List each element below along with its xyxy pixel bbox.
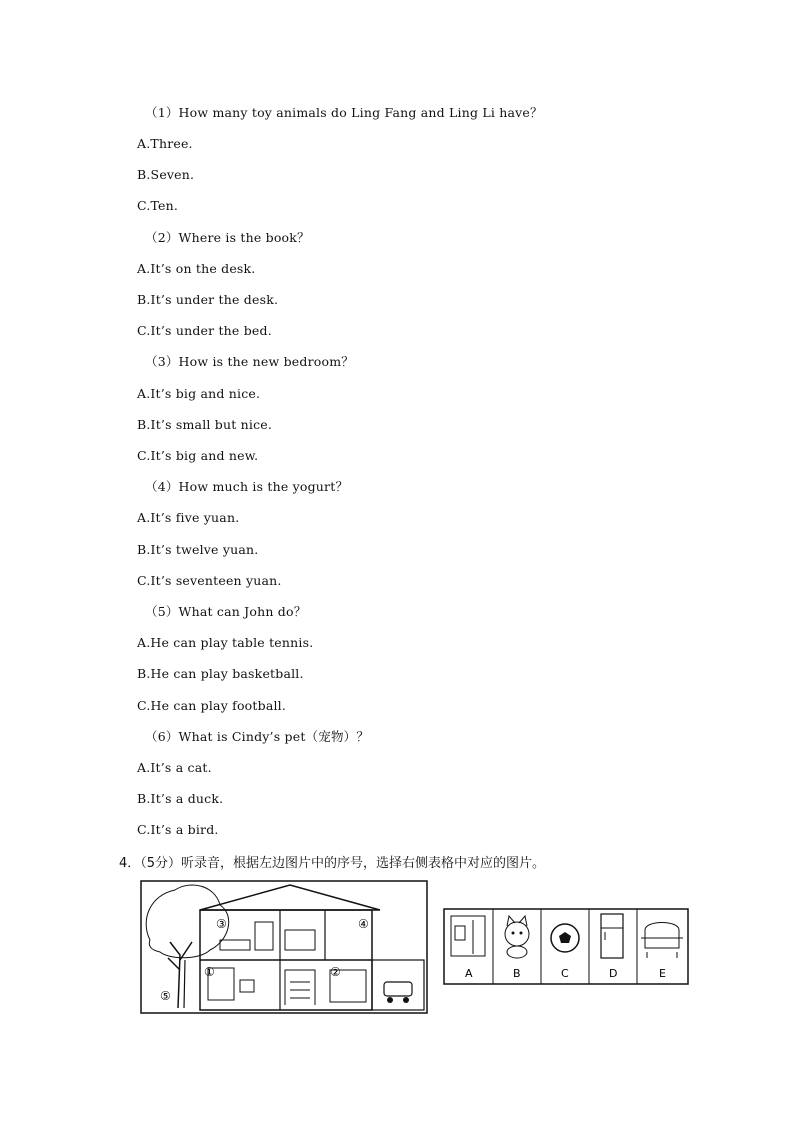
question-5-option-c: C.He can play football. bbox=[137, 698, 287, 713]
question-1-prompt: （1）How many toy animals do Ling Fang and Ling Li have？ bbox=[145, 105, 543, 120]
question-2-option-a: A.It’s on the desk. bbox=[137, 261, 256, 276]
house-label-4: ④ bbox=[358, 917, 369, 931]
question-5-option-b: B.He can play basketball. bbox=[137, 666, 304, 681]
table-label-c: C bbox=[561, 967, 569, 980]
question-4-option-c: C.It’s seventeen yuan. bbox=[137, 573, 282, 588]
question-4-option-b: B.It’s twelve yuan. bbox=[137, 542, 259, 557]
question-5-prompt: （5）What can John do？ bbox=[145, 604, 307, 619]
question-4-prompt: （4）How much is the yogurt？ bbox=[145, 479, 349, 494]
house-label-3: ③ bbox=[216, 917, 227, 931]
question-2-prompt: （2）Where is the book？ bbox=[145, 230, 310, 245]
question-6-option-b: B.It’s a duck. bbox=[137, 791, 224, 806]
question-2-option-b: B.It’s under the desk. bbox=[137, 292, 279, 307]
question-6-option-c: C.It’s a bird. bbox=[137, 822, 219, 837]
question-6-option-a: A.It’s a cat. bbox=[137, 760, 212, 775]
question-6-prompt: （6）What is Cindy’s pet（宠物）？ bbox=[145, 729, 370, 744]
house-illustration bbox=[140, 880, 428, 1014]
question-1-option-c: C.Ten. bbox=[137, 198, 179, 213]
table-label-d: D bbox=[609, 967, 618, 980]
question-2-option-c: C.It’s under the bed. bbox=[137, 323, 272, 338]
question-3-option-a: A.It’s big and nice. bbox=[137, 386, 261, 401]
question-1-option-a: A.Three. bbox=[137, 136, 193, 151]
house-label-5: ⑤ bbox=[160, 989, 171, 1003]
section-4-heading: 4．（5分）听录音，根据左边图片中的序号，选择右侧表格中对应的图片。 bbox=[119, 856, 546, 871]
house-label-1: ① bbox=[204, 965, 215, 979]
table-label-a: A bbox=[465, 967, 473, 980]
table-label-b: B bbox=[513, 967, 521, 980]
house-label-2: ② bbox=[330, 965, 341, 979]
question-3-prompt: （3）How is the new bedroom？ bbox=[145, 354, 354, 369]
question-3-option-b: B.It’s small but nice. bbox=[137, 417, 273, 432]
question-5-option-a: A.He can play table tennis. bbox=[137, 635, 314, 650]
question-1-option-b: B.Seven. bbox=[137, 167, 195, 182]
question-3-option-c: C.It’s big and new. bbox=[137, 448, 259, 463]
table-label-e: E bbox=[659, 967, 666, 980]
answer-picture-table bbox=[443, 908, 689, 985]
question-4-option-a: A.It’s five yuan. bbox=[137, 510, 240, 525]
